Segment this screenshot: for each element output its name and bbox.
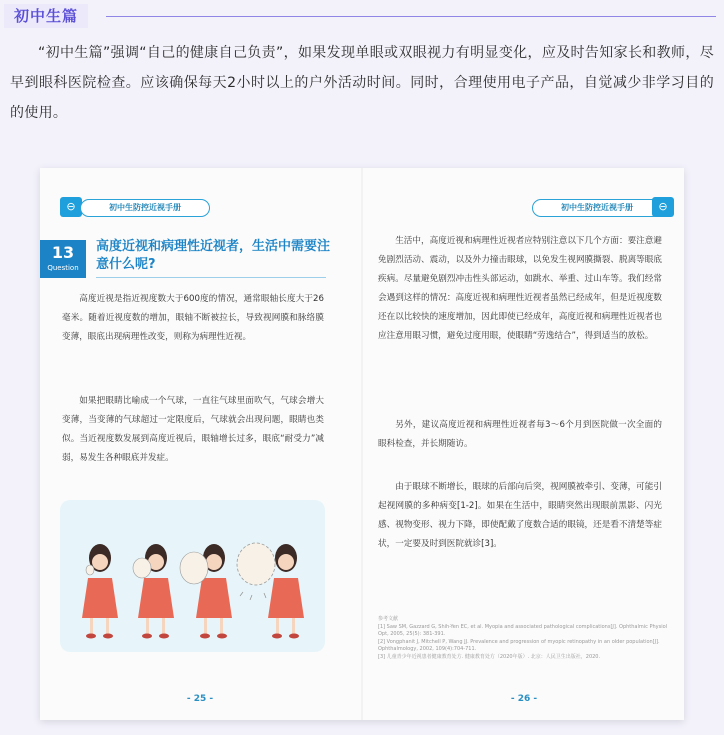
- right-paragraph-2: 另外，建议高度近视和病理性近视者每3～6个月到医院做一次全面的眼科检查，并长期随访。: [378, 420, 662, 449]
- references-title: 参考文献: [378, 616, 399, 622]
- section-header: [0, 0, 724, 34]
- intro-paragraph: “初中生篇”强调“自己的健康自己负责”，如果发现单眼或双眼视力有明显变化，应及时告知家长和教师，尽早到眼科医院检查。应该确保每天2小时以上的户外活动时间。同时，合理使用电子产品，自觉减少非学习目的的使用。: [10, 45, 714, 121]
- manual-title-tag: 初中生防控近视手册: [80, 199, 210, 217]
- book-spread-image: [40, 168, 684, 720]
- header-divider: [106, 16, 716, 17]
- manual-title-tag: 初中生防控近视手册: [532, 199, 662, 217]
- book-page-left: [40, 168, 360, 720]
- girl-figure: [82, 544, 118, 639]
- book-page-right: [364, 168, 684, 720]
- reference-item: [3] 儿童青少年近视患者健康教育处方. 健康教育处方（2020年版）. 北京：人民卫生出版社，2020.: [378, 653, 601, 660]
- page-number-right: - 26 -: [510, 694, 538, 704]
- reference-item: [2] Vongphanit J, Mitchell P, Wang JJ. Prevalence and progression of myopic retinopathy in an older population[J]. Ophthalmology, 2002, 109(4):704-711.: [378, 638, 660, 652]
- girls-blowing-balloon-drawing: [60, 500, 325, 652]
- eye-icon: ⊖: [652, 197, 674, 217]
- girl-figure: [133, 544, 174, 639]
- balloon-girl-illustration: [60, 500, 325, 652]
- eye-icon: ⊖: [60, 197, 82, 217]
- left-paragraph-1: 高度近视是指近视度数大于600度的情况，通常眼轴长度大于26毫米。随着近视度数的增加，眼轴不断被拉长，导致视网膜和脉络膜变薄，眼底出现病理性改变，则称为病理性近视。: [62, 294, 324, 342]
- question-title: 高度近视和病理性近视者，生活中需要注意什么呢?: [96, 239, 331, 272]
- girl-figure: [180, 544, 232, 639]
- right-paragraph-1: 生活中，高度近视和病理性近视者应特别注意以下几个方面：要注意避免剧烈活动、震动，以及外力撞击眼球，以免发生视网膜撕裂、脱离等眼底疾病。尽量避免剧烈冲击性头部运动，如跳水、举重、过山车等。我们经常会遇到这样的情况：高度近视和病理性近视者虽然已经成年，但是近视度数还在以比较快的速度增加，因此即使已经成年，高度近视和病理性近视者也应注意用眼习惯，避免过度用眼，使眼睛“劳逸结合”，得到适当的放松。: [378, 236, 662, 341]
- reference-item: [1] Saw SM, Gazzard G, Shih-Yen EC, et al. Myopia and associated pathological complications[J]. Ophthalmic Physiol Opt, 2005, 25(5): 381-391.: [378, 623, 668, 637]
- question-title-rule: [96, 277, 326, 278]
- page-number-left: - 25 -: [186, 694, 214, 704]
- girl-figure: [237, 543, 304, 639]
- question-badge: [40, 240, 86, 278]
- question-word: Question: [47, 264, 79, 272]
- left-paragraph-2: 如果把眼睛比喻成一个气球，一直往气球里面吹气，气球会增大变薄，当变薄的气球超过一定限度后，气球就会出现问题，眼睛也类似。当近视度数发展到高度近视后，眼轴增长过多，眼底“耐受力”减弱，易发生各种眼底并发症。: [62, 396, 324, 463]
- references: [378, 616, 668, 661]
- section-tag: 初中生篇: [4, 4, 88, 28]
- question-number: 13: [51, 243, 75, 262]
- right-paragraph-3: 由于眼球不断增长，眼球的后部向后突，视网膜被牵引、变薄，可能引起视网膜的多种病变[1-2]。如果在生活中，眼睛突然出现眼前黑影、闪光感、视物变形、视力下降，即使配戴了度数合适的眼镜，还是看不清楚等症状，一定要及时到医院就诊[3]。: [378, 482, 662, 549]
- book-spine: [361, 168, 363, 720]
